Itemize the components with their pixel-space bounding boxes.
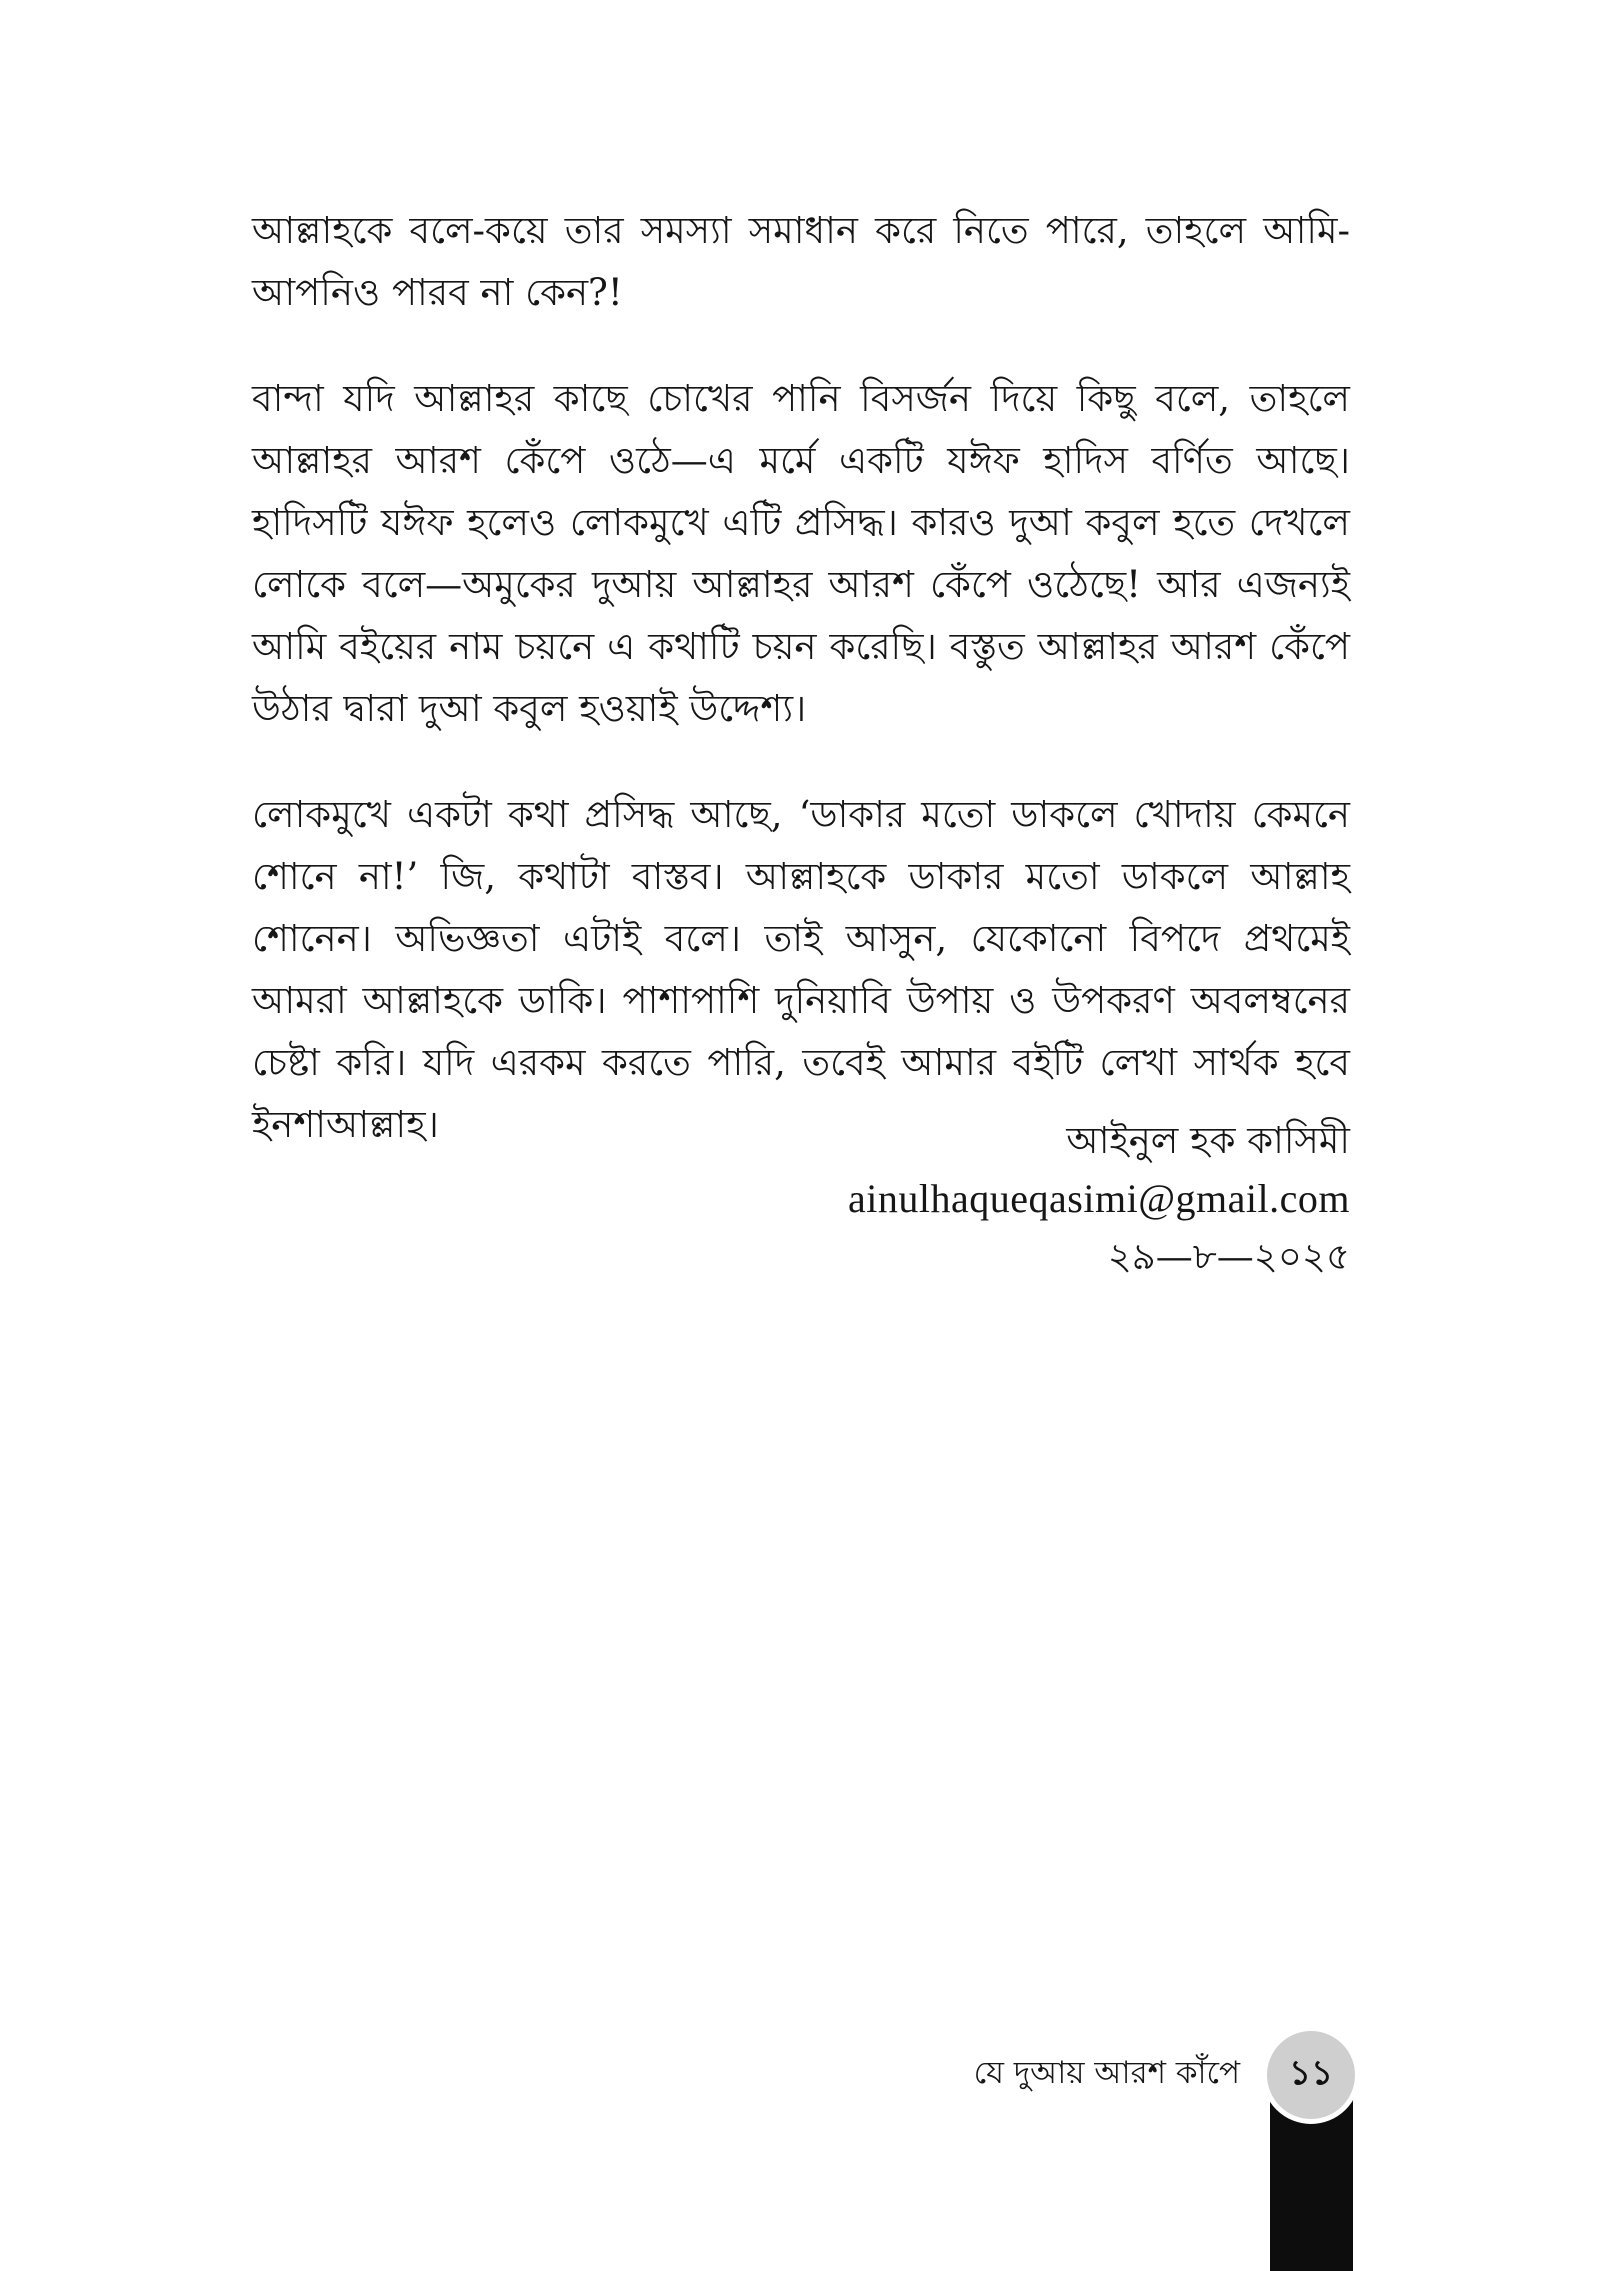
author-name: আইনুল হক কাসিমী xyxy=(1066,1119,1350,1162)
paragraph-1: আল্লাহকে বলে-কয়ে তার সমস্যা সমাধান করে নিতে পারে, তাহলে আমি-আপনিও পারব না কেন?! xyxy=(252,209,1350,314)
running-footer-title: যে দুআয় আরশ কাঁপে xyxy=(973,2055,1240,2091)
page-number-badge: ১১ xyxy=(1262,2026,1360,2124)
signature-block xyxy=(848,1112,1350,1286)
author-email: ainulhaqueqasimi@gmail.com xyxy=(848,1176,1350,1221)
paragraph-3: লোকমুখে একটা কথা প্রসিদ্ধ আছে, ‘ডাকার মতো ডাকলে খোদায় কেমনে শোনে না!’ জি, কথাটা বাস্তব। আল্লাহকে ডাকার মতো ডাকলে আল্লাহ শোনেন। অভিজ্ঞতা এটাই বলে। তাই আসুন, যেকোনো বিপদে প্রথমেই আমরা আল্লাহকে ডাকি। পাশাপাশি দুনিয়াবি উপায় ও উপকরণ অবলম্বনের চেষ্টা করি। যদি এরকম করতে পারি, তবেই আমার বইটি লেখা সার্থক হবে ইনশাআল্লাহ। xyxy=(252,793,1350,1146)
signature-date: ২৯—৮—২০২৫ xyxy=(1107,1235,1350,1278)
paragraph-2: বান্দা যদি আল্লাহর কাছে চোখের পানি বিসর্জন দিয়ে কিছু বলে, তাহলে আল্লাহর আরশ কেঁপে ওঠে—এ মর্মে একটি যঈফ হাদিস বর্ণিত আছে। হাদিসটি যঈফ হলেও লোকমুখে এটি প্রসিদ্ধ। কারও দুআ কবুল হতে দেখলে লোকে বলে—অমুকের দুআয় আল্লাহর আরশ কেঁপে ওঠেছে! আর এজন্যই আমি বইয়ের নাম চয়নে এ কথাটি চয়ন করেছি। বস্তুত আল্লাহর আরশ কেঁপে উঠার দ্বারা দুআ কবুল হওয়াই উদ্দেশ্য। xyxy=(252,377,1350,730)
page-body xyxy=(252,200,1350,1200)
